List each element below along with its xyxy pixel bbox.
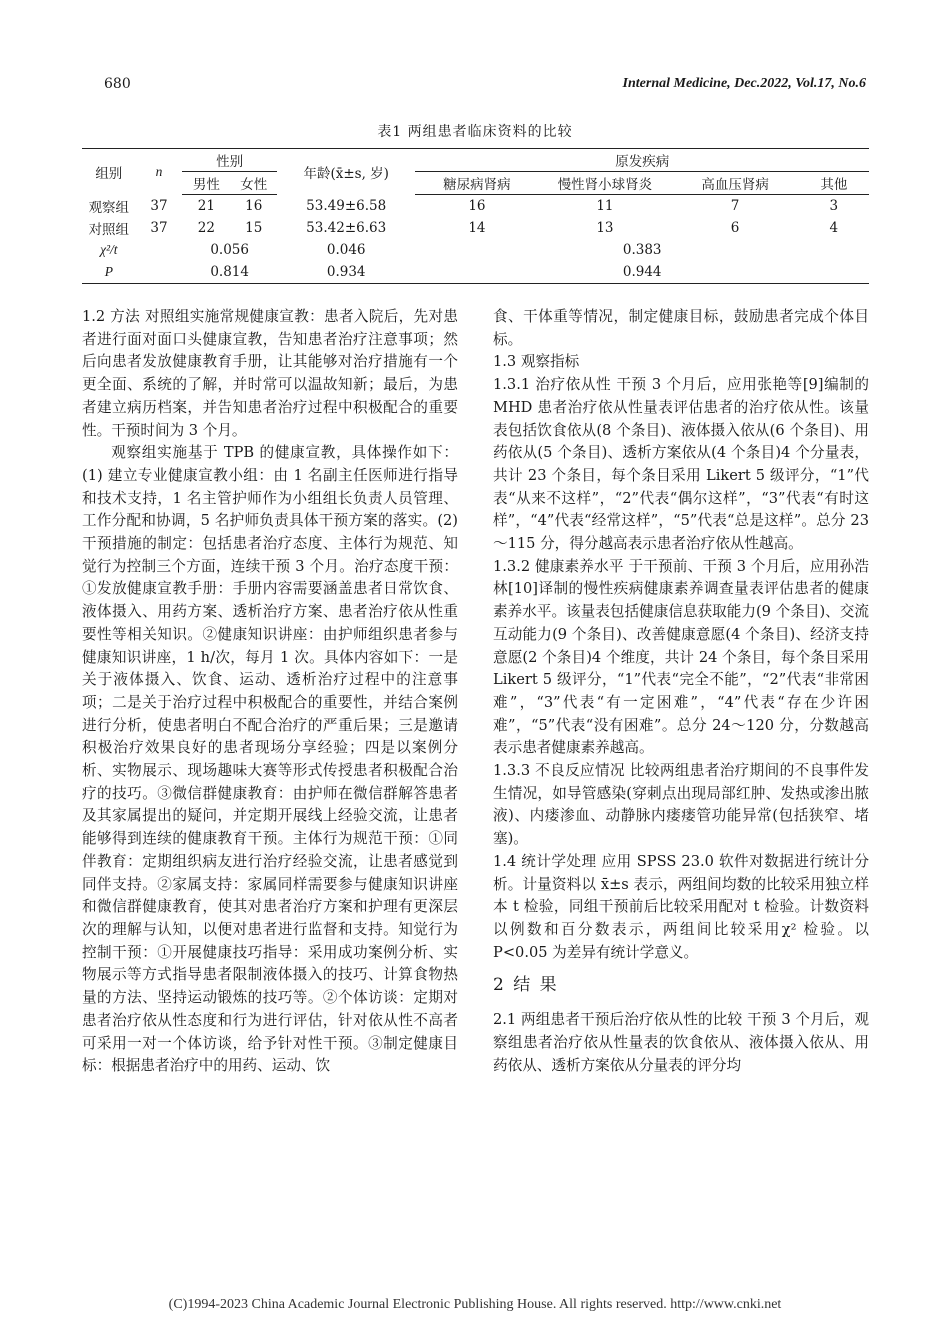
paragraph: 观察组实施基于 TPB 的健康宣教，具体操作如下：(1) 建立专业健康宣教小组：由 1 名副主任医师进行指导和技术支持，1 名主管护师作为小组组长负责人员管理、工作分配和协调，5 名护师负责具体干预方案的落实。(2) 干预措施的制定：包括患者治疗态度、主体行为规范、知觉行为控制三个方面，连续干预 3 个月。治疗态度干预：①发放健康宣教手册：手册内容需要涵盖患者日常饮食、液体摄入、用药方案、透析治疗方案、患者治疗依从性重要性等相关知识。②健康知识讲座：由护师组织患者参与健康知识讲座，1 h/次，每月 1 次。具体内容如下：一是关于液体摄入、饮食、运动、透析治疗过程中的注意事项；二是关于治疗过程中积极配合的重要性，并结合案例进行分析，使患者明白不配合治疗的严重后果；三是邀请积极治疗效果良好的患者现场分享经验；四是以案例分析、实物展示、现场趣味大赛等形式传授患者积极配合治疗的技巧。③微信群健康教育：由护师在微信群解答患者及其家属提出的疑问，并定期开展线上经验交流，让患者能够得到连续的健康教育干预。主体行为规范干预：①同伴教育：定期组织病友进行治疗经验交流，让患者感觉到同伴支持。②家属支持：家属同样需要参与健康知识讲座和微信群健康教育，使其对患者治疗方案和护理有更深层次的理解与认知，以便对患者进行监督和支持。知觉行为控制干预：①开展健康技巧指导：采用成功案例分析、实物展示等方式指导患者限制液体摄入的技巧、计算食物热量的方法、坚持运动锻炼的技巧等。②个体访谈：定期对患者治疗依从性态度和行为进行评估，针对依从性不高者可采用一对一个体访谈，给予针对性干预。③制定健康目标：根据患者治疗中的用药、运动、饮 (82, 444, 458, 1075)
header-disease-2: 慢性肾小球肾炎 (538, 172, 671, 195)
cell-d4: 3 (829, 198, 839, 214)
copyright-footer: (C)1994-2023 China Academic Journal Electronic Publishing House. All rights reserved. http://www.cnki.net (168, 1297, 782, 1312)
table-row (82, 195, 869, 218)
paragraph: 2.1 两组患者干预后治疗依从性的比较 干预 3 个月后，观察组患者治疗依从性量表的饮食依从、液体摄入依从、用药依从、透析方案依从分量表的评分均 (493, 1011, 869, 1074)
cell-n: 37 (150, 220, 168, 236)
cell-d1: 14 (468, 220, 486, 236)
cell-d4: 4 (829, 220, 839, 236)
paragraph: 1.3.1 治疗依从性 干预 3 个月后，应用张艳等[9]编制的 MHD 患者治疗依从性量表评估患者的治疗依从性。该量表包括饮食依从(8 个条目)、液体摄入依从(6 个条目)、用药依从(5 个条目)、透析方案依从(4 个条目)4 个分量表，共计 23 个条目，每个条目采用 Likert 5 级评分，“1”代表“从来不这样”，“2”代表“偶尔这样”，“3”代表“有时这样”，“4”代表“经常这样”，“5”代表“总是这样”。总分 23～115 分，得分越高表示患者治疗依从性越高。 (493, 376, 869, 553)
cell-group: 对照组 (88, 222, 130, 238)
paragraph: 1.2 方法 对照组实施常规健康宣教：患者入院后，先对患者进行面对面口头健康宣教，告知患者治疗注意事项；然后向患者发放健康教育手册，让其能够对治疗措施有一个更全面、系统的了解，并时常可以温故知新；最后，为患者建立病历档案，并告知患者治疗过程中积极配合的重要性。干预时间为 3 个月。 (82, 308, 458, 439)
page-number: 680 (104, 76, 131, 92)
header-disease-3: 高血压肾病 (671, 172, 798, 195)
table-caption: 表1 两组患者临床资料的比较 (377, 124, 573, 140)
cell-chi-disease: 0.383 (622, 242, 662, 258)
cell-age: 53.42±6.63 (306, 220, 387, 236)
cell-male: 22 (197, 220, 215, 236)
paragraph: 食、干体重等情况，制定健康目标，鼓励患者完成个体目标。 (493, 308, 869, 348)
cell-p-age: 0.934 (277, 261, 415, 284)
paragraph: 1.3.2 健康素养水平 于干预前、干预 3 个月后，应用孙浩林[10]译制的慢性疾病健康素养调查量表评估患者的健康素养水平。该量表包括健康信息获取能力(9 个条目)、交流互动能力(9 个条目)、改善健康意愿(4 个条目)、经济支持意愿(2 个条目)4 个维度，共计 24 个条目，每个条目采用 Likert 5 级评分，“1”代表“完全不能”，“2”代表“非常困难”，“3”代表“有一定困难”，“4”代表“存在少许困难”，“5”代表“没有困难”。总分 24～120 分，分数越高表示患者健康素养越高。 (493, 557, 869, 757)
cell-group: 观察组 (88, 199, 130, 216)
section-heading: 1.3 观察指标 (493, 353, 580, 371)
header-disease-1: 糖尿病肾病 (415, 172, 538, 195)
header-sex: 性别 (182, 149, 277, 172)
cell-p-disease: 0.944 (415, 261, 869, 284)
cell-d3: 7 (730, 198, 740, 214)
header-male: 男性 (182, 172, 230, 195)
right-column (493, 306, 869, 1077)
cell-d3: 6 (730, 220, 740, 236)
journal-citation: Internal Medicine, Dec.2022, Vol.17, No.6 (622, 76, 866, 91)
table-row-chi (82, 239, 869, 261)
section-heading: 2 结 果 (493, 975, 559, 996)
cell-age: 53.49±6.58 (306, 197, 387, 214)
page-header (0, 76, 950, 98)
cell-d1: 16 (468, 198, 486, 214)
header-disease-4: 其他 (799, 172, 869, 195)
table-row-p (82, 261, 869, 284)
cell-chi-age: 0.046 (326, 242, 366, 258)
clinical-data-table (82, 148, 869, 284)
cell-female: 15 (245, 220, 263, 236)
cell-p-label: P (82, 261, 136, 284)
cell-chi-sex: 0.056 (210, 242, 249, 258)
cell-p-sex: 0.814 (182, 261, 277, 284)
table-row (82, 217, 869, 239)
header-group: 组别 (82, 149, 136, 195)
cell-d2: 13 (596, 220, 614, 236)
paragraph: 1.4 统计学处理 应用 SPSS 23.0 软件对数据进行统计分析。计量资料以 x̄±s 表示，两组间均数的比较采用独立样本 t 检验，同组干预前后比较采用配对 t 检验。计数资料以例数和百分数表示，两组间比较采用χ² 检验。以 P<0.05 为差异有统计学意义。 (493, 852, 869, 961)
cell-female: 16 (245, 198, 263, 214)
header-disease: 原发疾病 (415, 149, 869, 172)
header-age: 年龄(x̄±s, 岁) (277, 149, 415, 195)
left-column (82, 306, 458, 1078)
cell-chi-label: χ²/t (100, 242, 118, 257)
cell-n: 37 (150, 197, 168, 214)
cell-male: 21 (197, 198, 215, 214)
paragraph: 1.3.3 不良反应情况 比较两组患者治疗期间的不良事件发生情况，如导管感染(穿刺点出现局部红肿、发热或渗出脓液)、内瘘渗血、动静脉内瘘瘘管功能异常(包括狭窄、堵塞)。 (493, 762, 869, 848)
header-n: n (136, 149, 183, 195)
cell-d2: 11 (596, 198, 614, 214)
header-female: 女性 (230, 172, 276, 195)
